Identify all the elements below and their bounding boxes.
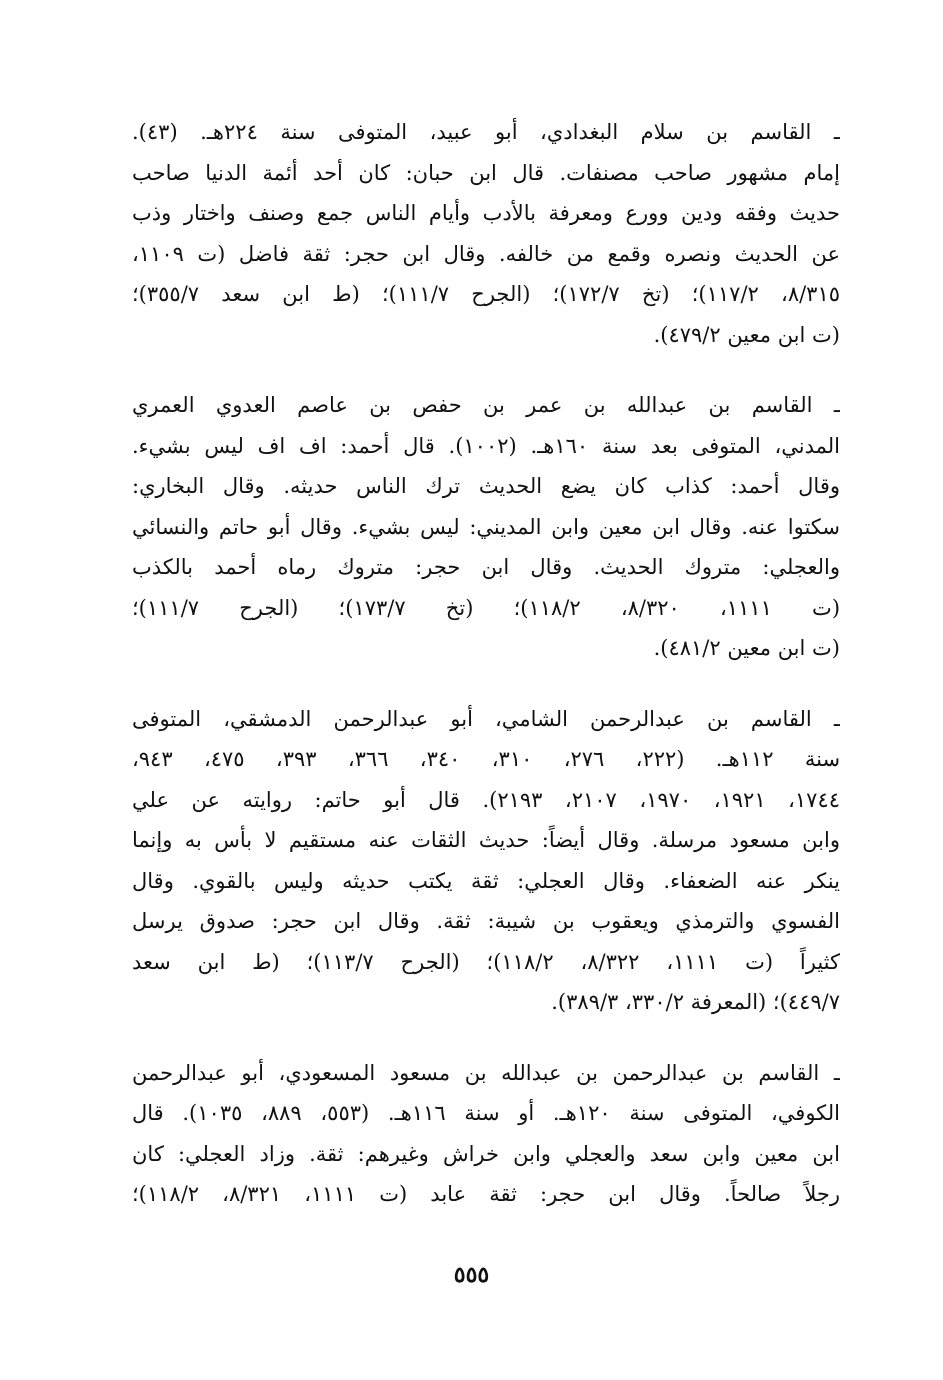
entry-line: (ت ١١١١، ٨/٣٢٠، ١١٨/٢)؛ (تخ ١٧٣/٧)؛ (الجرح ١١١/٧)؛ xyxy=(132,595,840,620)
entry-line: ٨/٣١٥، ١١٧/٢)؛ (تخ ١٧٢/٧)؛ (الجرح ١١١/٧)؛ (ط ابن سعد ٣٥٥/٧)؛ xyxy=(132,282,840,306)
entry-line: حديث وفقه ودين وورع ومعرفة بالأدب وأيام الناس جمع وصنف واختار وذب xyxy=(132,201,840,225)
entry-line: ـ القاسم بن عبدالله بن عمر بن حفص بن عاصم العدوي العمري xyxy=(132,393,840,417)
entry-line: ابن معين وابن سعد والعجلي وابن خراش وغيرهم: ثقة. وزاد العجلي: كان xyxy=(132,1141,840,1166)
entry-qasim-ibn-abdallah-al-umari xyxy=(132,385,840,669)
entry-line: (ت ابن معين ٤٨١/٢). xyxy=(653,636,840,660)
page-body xyxy=(132,112,840,1245)
entry-line: رجلاً صالحاً. وقال ابن حجر: ثقة عابد (ت ١١١١، ٨/٣٢١، ١١٨/٢)؛ xyxy=(132,1182,840,1206)
entry-line: ١٧٤٤، ١٩٢١، ١٩٧٠، ٢١٠٧، ٢١٩٣). قال أبو حاتم: روايته عن علي xyxy=(132,787,840,812)
entry-line: ينكر عنه الضعفاء. وقال العجلي: ثقة يكتب حديثه وليس بالقوي. وقال xyxy=(132,868,840,893)
entry-line: ـ القاسم بن عبدالرحمن بن عبدالله بن مسعود المسعودي، أبو عبدالرحمن xyxy=(132,1060,840,1085)
entry-line: (ت ابن معين ٤٧٩/٢). xyxy=(653,322,840,347)
entry-line: الكوفي، المتوفى سنة ١٢٠هـ. أو سنة ١١٦هـ. (٥٥٣، ٨٨٩، ١٠٣٥). قال xyxy=(132,1101,840,1125)
entry-line: عن الحديث ونصره وقمع من خالفه. وقال ابن حجر: ثقة فاضل (ت ١١٠٩، xyxy=(132,241,840,266)
entry-line: سنة ١١٢هـ. (٢٢٢، ٢٧٦، ٣١٠، ٣٤٠، ٣٦٦، ٣٩٣، ٤٧٥، ٩٤٣، xyxy=(132,747,840,771)
entry-line: ٤٤٩/٧)؛ (المعرفة ٣٣٠/٢، ٣٨٩/٣). xyxy=(551,990,840,1014)
entry-line: ـ القاسم بن عبدالرحمن الشامي، أبو عبدالرحمن الدمشقي، المتوفى xyxy=(132,706,840,731)
entry-line: وابن مسعود مرسلة. وقال أيضاً: حديث الثقات عنه مستقيم لا بأس به وإنما xyxy=(132,828,840,852)
entry-line: وقال أحمد: كذاب كان يضع الحديث ترك الناس حديثه. وقال البخاري: xyxy=(132,474,840,498)
entry-line: سكتوا عنه. وقال ابن معين وابن المديني: ليس بشيء. وقال أبو حاتم والنسائي xyxy=(132,514,840,539)
entry-line: المدني، المتوفى بعد سنة ١٦٠هـ. (١٠٠٢). قال أحمد: اف اف ليس بشيء. xyxy=(132,433,840,458)
entry-line: الفسوي والترمذي ويعقوب بن شيبة: ثقة. وقال ابن حجر: صدوق يرسل xyxy=(132,909,840,933)
page-number: ٥٥٥ xyxy=(453,1262,490,1288)
entry-line: ـ القاسم بن سلام البغدادي، أبو عبيد، المتوفى سنة ٢٢٤هـ. (٤٣). xyxy=(132,120,840,144)
entry-qasim-ibn-sallam xyxy=(132,112,840,355)
entry-line: والعجلي: متروك الحديث. وقال ابن حجر: متروك رماه أحمد بالكذب xyxy=(132,555,840,579)
entry-qasim-ibn-abdarrahman-ash-shami xyxy=(132,699,840,1023)
entry-line: كثيراً (ت ١١١١، ٨/٣٢٢، ١١٨/٢)؛ (الجرح ١١٣/٧)؛ (ط ابن سعد xyxy=(132,949,840,974)
entry-qasim-al-masudi xyxy=(132,1053,840,1215)
entry-line: إمام مشهور صاحب مصنفات. قال ابن حبان: كان أحد أئمة الدنيا صاحب xyxy=(132,160,840,185)
